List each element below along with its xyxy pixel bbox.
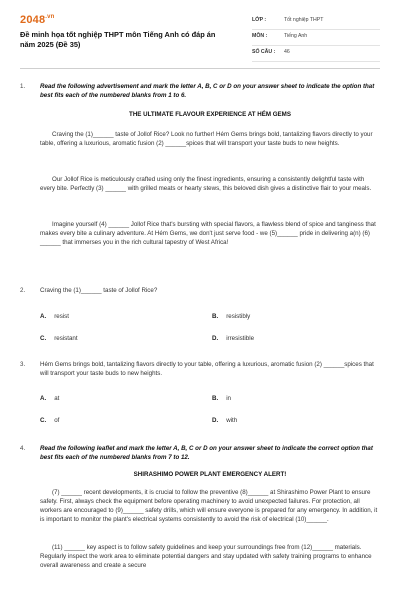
- option-text: in: [226, 395, 232, 402]
- answer-option-b[interactable]: [212, 394, 231, 403]
- logo-text: 2048: [20, 14, 46, 26]
- meta-value: Tốt nghiệp THPT: [284, 17, 324, 23]
- question-number: 2.: [20, 287, 26, 294]
- answer-option-d[interactable]: [212, 334, 254, 343]
- meta-info-table: [252, 14, 380, 62]
- option-letter: C.: [40, 417, 47, 424]
- option-text: at: [54, 395, 60, 402]
- option-letter: A.: [40, 395, 47, 402]
- question-stem: Hém Gems brings bold, tantalizing flavors directly to your table, offering a luxurious, aromatic fusion (2) ______spices that will transport your taste buds to new heights.: [40, 361, 374, 377]
- option-text: resistibly: [226, 313, 251, 320]
- question-stem: Craving the (1)______ taste of Jollof Rice?: [40, 287, 158, 294]
- option-letter: D.: [212, 335, 219, 342]
- passage-paragraph: Imagine yourself (4) ______ Jollof Rice that's bursting with special flavors, a flawless blend of spice and tanginess that makes every bite a culinary adventure. At Hém Gems, we don't just serve food - we (5)______ pride in delivering a(n) (6) ______ that immerses you in the rich cultural tapestry of West Africa!: [40, 221, 376, 246]
- option-text: with: [226, 417, 238, 424]
- option-text: resist: [54, 313, 69, 320]
- answer-option-d[interactable]: [212, 416, 237, 425]
- passage-heading: SHIRASHIMO POWER PLANT EMERGENCY ALERT!: [133, 471, 287, 478]
- option-letter: B.: [212, 395, 219, 402]
- meta-key: SỐ CÂU :: [252, 49, 276, 55]
- option-text: of: [54, 417, 60, 424]
- meta-value: 46: [284, 49, 290, 55]
- option-text: resistant: [54, 335, 78, 342]
- option-letter: A.: [40, 313, 47, 320]
- answer-option-c[interactable]: [40, 334, 78, 343]
- option-letter: C.: [40, 335, 47, 342]
- meta-value: Tiếng Anh: [284, 33, 308, 39]
- answer-option-b[interactable]: [212, 312, 250, 321]
- question-instruction: Read the following advertisement and mark the letter A, B, C or D on your answer sheet to indicate the option that best fits each of the numbered blanks from 1 to 6.: [40, 83, 375, 99]
- answer-option-c[interactable]: [40, 416, 59, 425]
- passage-paragraph: Our Jollof Rice is meticulously crafted using only the finest ingredients, ensuring a consistently delightful taste with every bite. Perfectly (3) ______ with grilled meats or hearty stews, this beloved dish gives a distinctive flair to your meals.: [40, 176, 372, 192]
- header-divider: [20, 68, 380, 69]
- question-number: 1.: [20, 83, 26, 90]
- passage-paragraph: Craving the (1)______ taste of Jollof Rice? Look no further! Hém Gems brings bold, tantalizing flavors directly to your table, offering a luxurious, aromatic fusion (2) ______spices that will transport your taste buds to new heights.: [40, 131, 373, 147]
- question-number: 4.: [20, 445, 26, 452]
- option-letter: D.: [212, 417, 219, 424]
- page-header: [0, 0, 400, 72]
- question-number: 3.: [20, 361, 26, 368]
- meta-row-subject: [252, 30, 380, 46]
- passage-paragraph: (11) ______ key aspect is to follow safety guidelines and keep your surroundings free from (12)______ materials. Regularly inspect the work area to eliminate potential dangers and stay updated with safety training programs to enhance overall awareness and create a secure: [40, 544, 372, 569]
- site-logo[interactable]: [20, 14, 55, 26]
- meta-row-count: [252, 46, 380, 62]
- page-title: Đề minh họa tốt nghiệp THPT môn Tiếng Anh có đáp án năm 2025 (Đề 35): [20, 30, 216, 49]
- meta-row-class: [252, 14, 380, 30]
- passage-heading: THE ULTIMATE FLAVOUR EXPERIENCE AT HÉM GEMS: [129, 111, 291, 118]
- answer-option-a[interactable]: [40, 394, 59, 403]
- option-text: irresistible: [226, 335, 255, 342]
- logo-tld: .vn: [45, 14, 55, 20]
- answer-option-a[interactable]: [40, 312, 69, 321]
- passage-paragraph: (7) ______ recent developments, it is crucial to follow the preventive (8)______ at Shirashimo Power Plant to ensure safety. First, always check the equipment before operating machinery to avoid unexpected failures. For protection, all workers are encouraged to (9)______ safety drills, which will ensure everyone is prepared for any emergency. In addition, it is important to monitor the plant's electrical systems consistently to avoid the risk of electrical (10)______.: [40, 489, 378, 523]
- option-letter: B.: [212, 313, 219, 320]
- meta-key: LỚP :: [252, 17, 267, 23]
- question-instruction: Read the following leaflet and mark the letter A, B, C or D on your answer sheet to indicate the correct option that best fits each of the numbered blanks from 7 to 12.: [40, 445, 373, 461]
- meta-key: MÔN :: [252, 33, 268, 39]
